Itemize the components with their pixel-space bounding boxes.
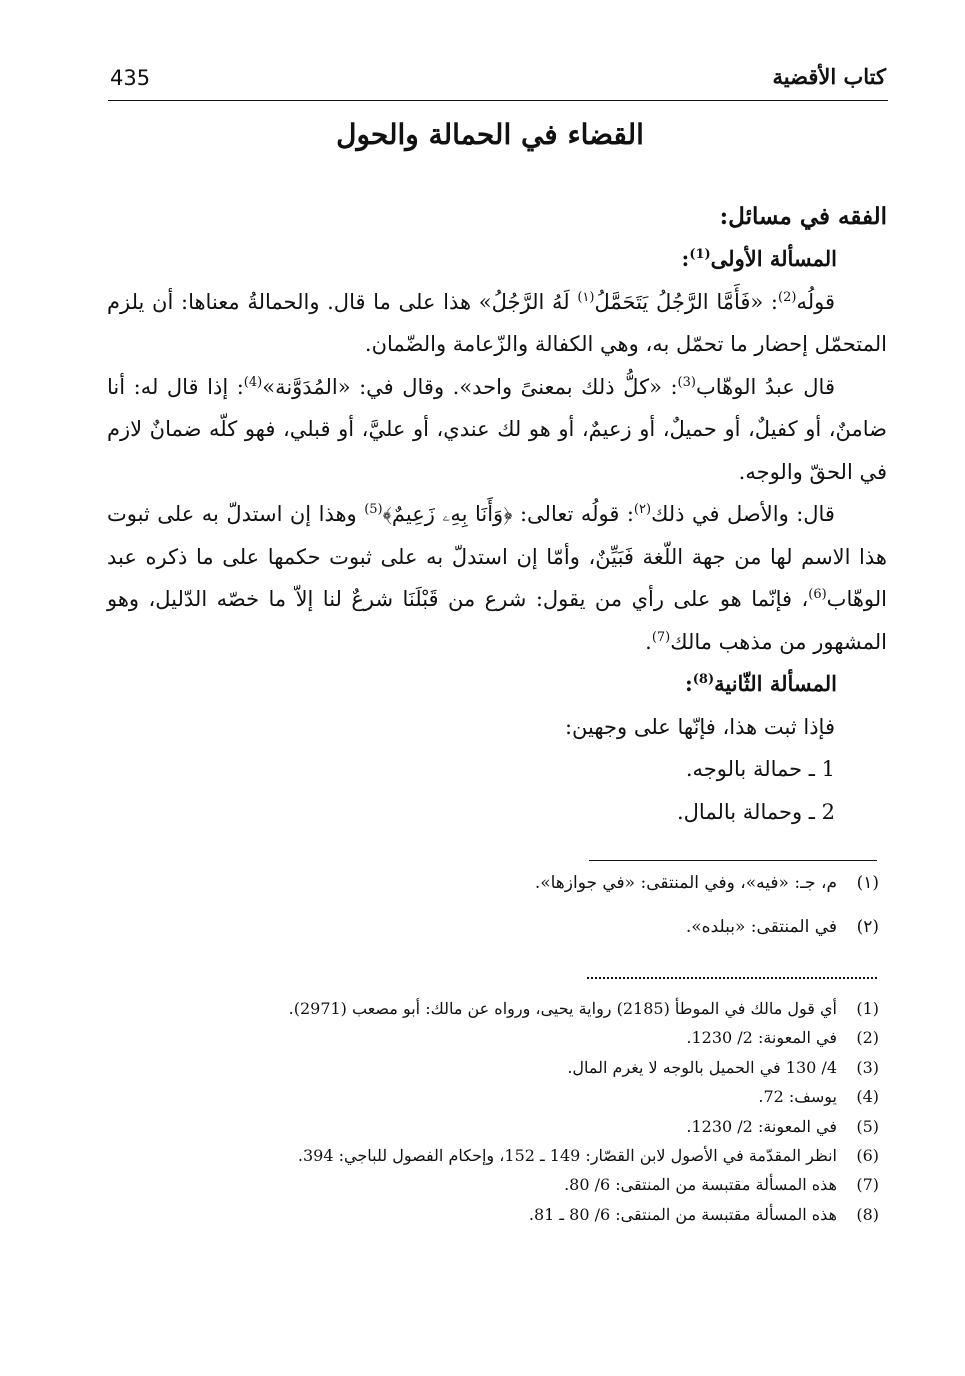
- footnote-text: انظر المقدّمة في الأصول لابن القصّار: 149 ـ 152، وإحكام الفصول للباجي: 394.: [297, 1145, 837, 1165]
- footnote-item: [99, 1145, 879, 1174]
- footnote-item: [99, 870, 879, 896]
- manuscript-footnotes: [99, 870, 879, 958]
- footnote-item: [99, 1086, 879, 1115]
- footnote-ref: (7): [651, 629, 671, 645]
- footnote-item: [99, 1174, 879, 1203]
- footnote-number: (8): [856, 1204, 879, 1224]
- section-heading: الفقه في مسائل:: [719, 203, 887, 230]
- footnote-item: [99, 1027, 879, 1056]
- footnote-ref: (6): [808, 587, 827, 602]
- footnote-ref: (2): [778, 289, 797, 305]
- section-title: القضاء في الحمالة والحول: [336, 118, 644, 151]
- issue-2-heading: المسألة الثّانية$^{(8)}$:: [684, 671, 837, 696]
- footnote-ref: (8): [692, 672, 715, 687]
- paragraph-2: قال عبدُ الوهّاب$^{(3)}$: «كلُّ ذلك بمعنىً واحد». وقال في: «المُدَوَّنة»$^{(4)}$: إذا قال له: أنا ضامنٌ، أو كفيلٌ، أو حميلٌ، أو زعيمٌ، أو هو لك عندي، أو عليَّ، أو قبلي، فهو كلّه ضمانٌ لازم في الحقّ والوجه.: [107, 374, 887, 484]
- footnote-number: (6): [856, 1145, 879, 1165]
- footnote-number: (5): [856, 1116, 879, 1136]
- footnote-ref: (4): [243, 374, 263, 390]
- footnote-item: [99, 998, 879, 1027]
- footnote-text: هذه المسألة مقتبسة من المنتقى: 6/ 80 ـ 81.: [528, 1204, 837, 1224]
- footnote-number: (٢): [856, 917, 879, 937]
- footnote-text: في المعونة: 2/ 1230.: [686, 1116, 837, 1136]
- footnote-number: (3): [856, 1057, 879, 1077]
- footnote-number: (4): [856, 1087, 879, 1107]
- footnote-ref: (٢): [633, 502, 652, 517]
- footnote-text: هذه المسألة مقتبسة من المنتقى: 6/ 80.: [564, 1175, 837, 1195]
- footnote-number: (7): [856, 1175, 879, 1195]
- footnote-number: (2): [856, 1028, 879, 1048]
- footnote-item: [99, 914, 879, 940]
- paragraph-4: فإذا ثبت هذا، فإنّها على وجهين:: [564, 714, 835, 739]
- footnote-number: (1): [856, 999, 879, 1018]
- paragraph-3: قال: والأصل في ذلك$^{(٢)}$: قولُه تعالى: ﴿وَأَنَا بِهِۦ زَعِيمٌ﴾$^{(5)}$ وهذا إن استدلّ به على ثبوت هذا الاسم لها من جهة اللّغة فَبَيِّنٌ، وأمّا إن استدلّ به على ثبوت حكمها على ما ذكره عبد الوهّاب$^{(6)}$، فإنّما هو على رأي من يقول: شرع من قَبْلَنَا شرعٌ لنا إلاّ ما خصّه الدّليل، وهو المشهور من مذهب مالك$^{(7)}$.: [107, 502, 887, 654]
- editor-footnotes: [99, 998, 879, 1233]
- footnote-item: [99, 1116, 879, 1145]
- footnote-ref: (١): [577, 289, 595, 305]
- paragraph-1: قولُه$^{(2)}$: «فَأَمَّا الرَّجُلُ يَتَحَمَّلُ$^{(١)}$ لَهُ الرَّجُلُ» هذا على ما قال. والحمالةُ معناها: أن يلزم المتحمّل إحضار ما تحمّل به، وهي الكفالة والزّعامة والضّمان.: [107, 289, 887, 356]
- footnote-separator: [589, 860, 877, 861]
- main-text: [107, 196, 887, 833]
- page-number: 435: [110, 66, 151, 90]
- footnote-text: أي قول مالك في الموطأ (2185) رواية يحيى، ورواه عن مالك: أبو مصعب (2971).: [288, 999, 837, 1018]
- issue-1-heading: المسألة الأولى$^{(1)}$:: [681, 246, 837, 271]
- footnote-text: يوسف: 72.: [758, 1087, 837, 1107]
- chapter-title: كتاب الأقضية: [772, 64, 886, 89]
- footnote-ref: (3): [677, 374, 696, 390]
- running-header: [108, 62, 888, 101]
- footnote-text: 4/ 130 في الحميل بالوجه لا يغرم المال.: [567, 1057, 837, 1077]
- footnote-number: (١): [856, 873, 879, 893]
- list-item-1: 1 ـ حمالة بالوجه.: [685, 757, 835, 781]
- footnote-ref: (5): [364, 502, 383, 517]
- footnote-ref: (1): [689, 247, 711, 262]
- footnote-text: في المعونة: 2/ 1230.: [686, 1028, 837, 1048]
- footnote-item: [99, 1057, 879, 1086]
- footnote-dotted-separator: [587, 977, 877, 979]
- list-item-2: 2 ـ وحمالة بالمال.: [677, 799, 835, 824]
- footnote-text: في المنتقى: «ببلده».: [685, 917, 837, 937]
- footnote-text: م، جـ: «فيه»، وفي المنتقى: «في جوازها».: [534, 873, 837, 893]
- footnote-item: [99, 1204, 879, 1233]
